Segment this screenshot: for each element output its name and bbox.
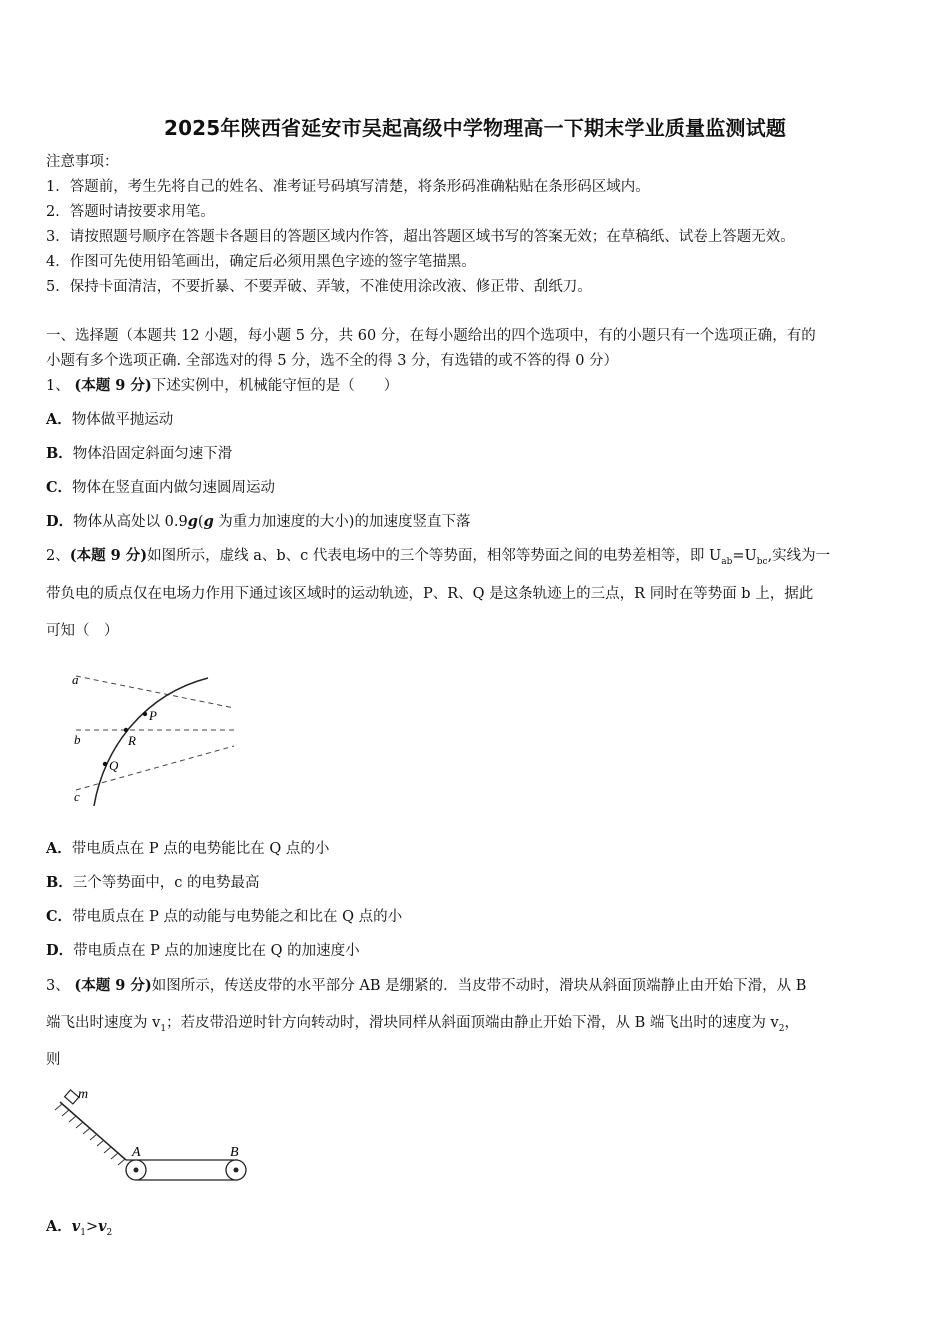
option-letter: C． [46, 479, 73, 496]
question-number: 2、 [46, 548, 70, 564]
option-text: 带电质点在 P 点的动能与电势能之和比在 Q 点的小 [72, 909, 403, 925]
question-2-option-c [46, 907, 402, 927]
question-1-stem [46, 376, 398, 396]
option-text: 物体从高处以 0.9 [73, 514, 188, 530]
question-number: 1、 [46, 378, 70, 394]
question-3-stem-line-1: 3、 (本题 9 分)如图所示，传送皮带的水平部分 AB 是绷紧的．当皮带不动时，滑块从斜面顶端静止由开始下滑，从 B [46, 977, 807, 994]
point-q [103, 762, 107, 766]
option-text: 带电质点在 P 点的加速度比在 Q 的加速度小 [73, 943, 360, 959]
notes-item-1: 1．答题前，考生先将自己的姓名、准考证号码填写清楚，将条形码准确粘贴在条形码区域内。 [46, 179, 650, 195]
option-letter: A． [46, 1218, 72, 1235]
incline-surface [60, 1102, 126, 1160]
question-2-stem-line-1: 2、(本题 9 分)如图所示，虚线 a、b、c 代表电场中的三个等势面，相邻等势面之间的电势差相等，即 $U_{ab}=U_{bc}$,实线为一 [46, 547, 831, 567]
page-title: 2025年陕西省延安市吴起高级中学物理高一下期末学业质量监测试题 [163, 116, 787, 140]
question-score: (本题 9 分) [69, 547, 148, 564]
notes-item-3: 3．请按照题号顺序在答题卡各题目的答题区域内作答，超出答题区域书写的答案无效；在草稿纸、试卷上答题无效。 [46, 229, 795, 245]
question-2-stem-line-3: 可知（ ） [46, 623, 119, 639]
option-text: 物体做平抛运动 [71, 412, 174, 428]
option-letter: A． [46, 840, 72, 857]
question-2-option-a [46, 839, 329, 859]
question-1-option-b [46, 444, 232, 464]
notes-heading: 注意事项： [46, 154, 119, 170]
option-letter: D． [46, 942, 74, 959]
point-p [143, 712, 147, 716]
question-text: 下述实例中，机械能守恒的是（ ） [151, 378, 399, 394]
label-a: a [72, 672, 79, 687]
question-2-option-b [46, 873, 260, 893]
question-2-option-d [46, 941, 360, 961]
trajectory-curve [94, 678, 208, 806]
option-text: 三个等势面中，c 的电势最高 [72, 875, 260, 891]
label-m: m [78, 1087, 89, 1102]
question-3-option-a: A．$v_1>v_2$ [46, 1218, 113, 1238]
option-letter: D． [46, 513, 74, 530]
option-letter: A． [46, 411, 72, 428]
question-number: 3、 [46, 978, 70, 994]
point-r [124, 728, 128, 732]
option-text: 物体在竖直面内做匀速圆周运动 [72, 480, 276, 496]
label-a: A [132, 1145, 141, 1160]
notes-item-4: 4．作图可先使用铅笔画出，确定后必须用黑色字迹的签字笔描黑。 [46, 254, 476, 270]
question-3-stem-line-3: 则 [46, 1052, 61, 1068]
conveyor-figure [48, 1080, 258, 1190]
label-r: R [128, 733, 136, 748]
option-letter: B． [46, 874, 73, 891]
block-m [65, 1090, 79, 1104]
question-score: (本题 9 分) [74, 377, 152, 394]
question-3-stem-line-2: 端飞出时速度为 $v_1$；若皮带沿逆时针方向转动时，滑块同样从斜面顶端由静止开始下滑，从 B 端飞出时的速度为 $v_2$， [46, 1015, 799, 1034]
label-b: B [230, 1145, 239, 1160]
option-text: 带电质点在 P 点的电势能比在 Q 点的小 [71, 841, 330, 857]
question-1-option-c [46, 478, 275, 498]
question-1-option-a [46, 410, 173, 430]
notes-item-2: 2．答题时请按要求用笔。 [46, 204, 215, 220]
label-c: c [74, 789, 80, 804]
option-letter: B． [46, 445, 73, 462]
label-q: Q [109, 758, 119, 773]
label-p: P [149, 708, 157, 723]
label-b: b [74, 732, 81, 747]
option-text: 物体沿固定斜面匀速下滑 [72, 446, 233, 462]
section-heading-line-2: 小题有多个选项正确. 全部选对的得 5 分，选不全的得 3 分，有选错的或不答的得 0 分） [46, 353, 619, 369]
option-letter: C． [46, 908, 73, 925]
question-2-stem-line-2: 带负电的质点仅在电场力作用下通过该区域时的运动轨迹，P、R、Q 是这条轨迹上的三点，R 同时在等势面 b 上，据此 [46, 586, 814, 602]
question-1-option-d: D．物体从高处以 0.9g(g 为重力加速度的大小)的加速度竖直下落 [46, 513, 471, 530]
question-score: (本题 9 分) [74, 977, 152, 994]
incline-hatching [55, 1104, 125, 1165]
equipotential-figure [66, 664, 246, 814]
notes-item-5: 5．保持卡面清洁，不要折暴、不要弄破、弄皱，不准使用涂改液、修正带、刮纸刀。 [46, 279, 592, 295]
section-heading-line-1: 一、选择题（本题共 12 小题，每小题 5 分，共 60 分，在每小题给出的四个选项中，有的小题只有一个选项正确，有的 [46, 328, 816, 344]
